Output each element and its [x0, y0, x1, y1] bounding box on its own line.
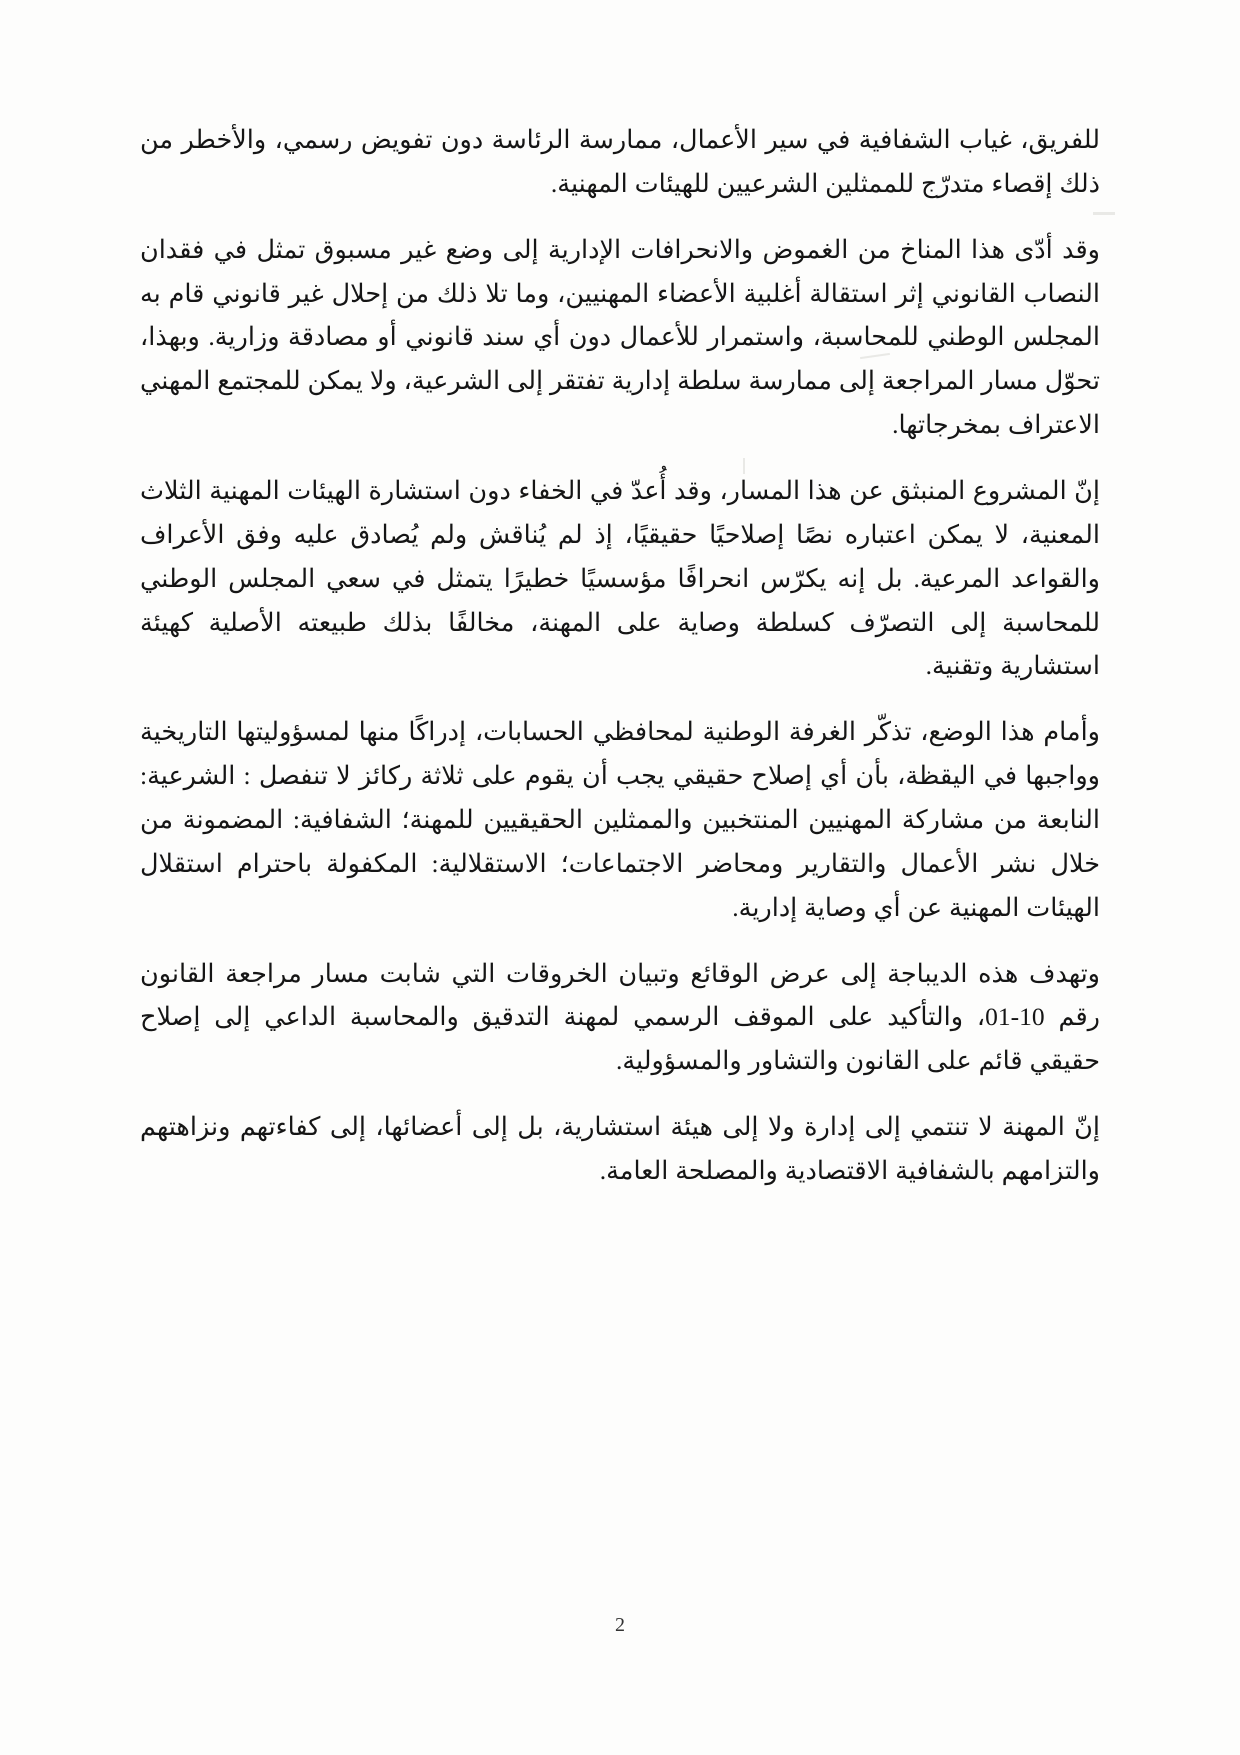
paragraph-3: إنّ المشروع المنبثق عن هذا المسار، وقد أُعدّ في الخفاء دون استشارة الهيئات المهنية الثلاث المعنية، لا يمكن اعتباره نصًا إصلاحيًا حقيقيًا، إذ لم يُناقش ولم يُصادق عليه وفق الأعراف والقواعد المرعية. بل إنه يكرّس انحرافًا مؤسسيًا خطيرًا يتمثل في سعي المجلس الوطني للمحاسبة إلى التصرّف كسلطة وصاية على المهنة، مخالفًا بذلك طبيعته الأصلية كهيئة استشارية وتقنية. — [140, 476, 1100, 681]
paragraph-1: للفريق، غياب الشفافية في سير الأعمال، ممارسة الرئاسة دون تفويض رسمي، والأخطر من ذلك إقصاء متدرّج للممثلين الشرعيين للهيئات المهنية. — [140, 125, 1100, 198]
paragraph-5: وتهدف هذه الديباجة إلى عرض الوقائع وتبيان الخروقات التي شابت مسار مراجعة القانون رقم 10-01، والتأكيد على الموقف الرسمي لمهنة التدقيق والمحاسبة الداعي إلى إصلاح حقيقي قائم على القانون والتشاور والمسؤولية. — [140, 958, 1100, 1076]
document-body — [140, 118, 1100, 1215]
paragraph-2: وقد أدّى هذا المناخ من الغموض والانحرافات الإدارية إلى وضع غير مسبوق تمثل في فقدان النصاب القانوني إثر استقالة أغلبية الأعضاء المهنيين، وما تلا ذلك من إحلال غير قانوني قام به المجلس الوطني للمحاسبة، واستمرار للأعمال دون أي سند قانوني أو مصادقة وزارية. وبهذا، تحوّل مسار المراجعة إلى ممارسة سلطة إدارية تفتقر إلى الشرعية، ولا يمكن للمجتمع المهني الاعتراف بمخرجاتها. — [140, 234, 1100, 440]
paragraph-6: إنّ المهنة لا تنتمي إلى إدارة ولا إلى هيئة استشارية، بل إلى أعضائها، إلى كفاءتهم ونزاهتهم والتزامهم بالشفافية الاقتصادية والمصلحة العامة. — [140, 1112, 1100, 1186]
paragraph-4: وأمام هذا الوضع، تذكّر الغرفة الوطنية لمحافظي الحسابات، إدراكًا منها لمسؤوليتها التاريخية وواجبها في اليقظة، بأن أي إصلاح حقيقي يجب أن يقوم على ثلاثة ركائز لا تنفصل : الشرعية: النابعة من مشاركة المهنيين المنتخبين والممثلين الحقيقيين للمهنة؛ الشفافية: المضمونة من خلال نشر الأعمال والتقارير ومحاضر الاجتماعات؛ الاستقلالية: المكفولة باحترام استقلال الهيئات المهنية عن أي وصاية إدارية. — [140, 717, 1100, 922]
page-number: 2 — [615, 1614, 625, 1636]
